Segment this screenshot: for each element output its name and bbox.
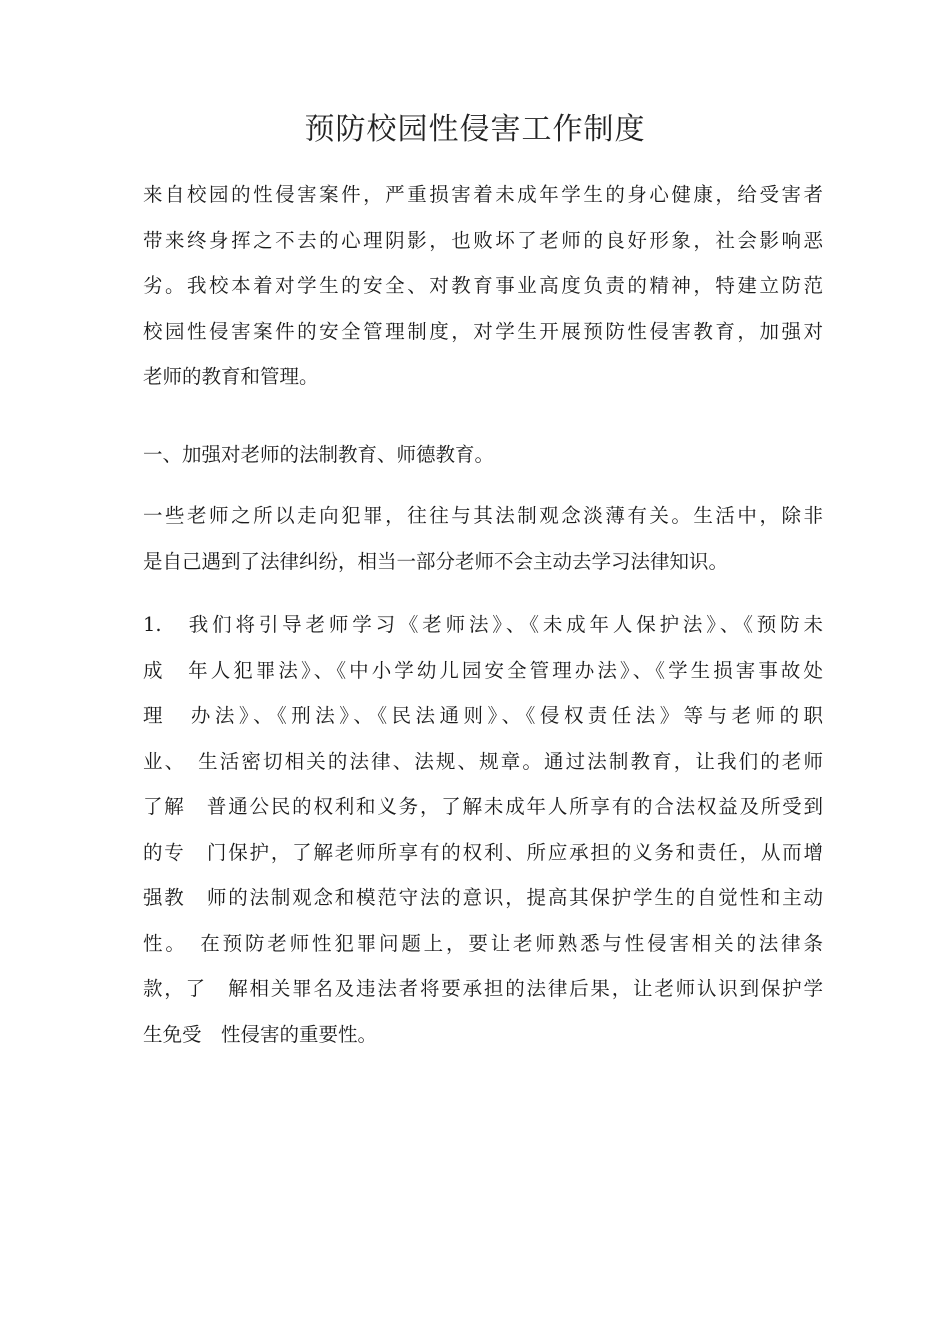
document-title: 预防校园性侵害工作制度 [304,112,646,147]
paragraph-item-1 [143,602,823,1057]
paragraph-intro [143,172,823,400]
text-line: 校园性侵害案件的安全管理制度，对学生开展预防性侵害教育，加强对 [143,319,823,343]
text-line: 理 办法》、《刑法》、《民法通则》、《侵权责任法》等与老师的职 [143,704,823,727]
text-line: 来自校园的性侵害案件，严重损害着未成年学生的身心健康，给受害者 [143,183,823,206]
text-line: 1. 我们将引导老师学习《老师法》、《未成年人保护法》、《预防未 [143,613,823,636]
text-line: 老师的教育和管理。 [143,365,319,388]
text-line: 是自己遇到了法律纠纷，相当一部分老师不会主动去学习法律知识。 [143,549,729,573]
text-line: 成 年人犯罪法》、《中小学幼儿园安全管理办法》、《学生损害事故处 [143,658,823,682]
text-line: 业、 生活密切相关的法律、法规、规章。通过法制教育，让我们的老师 [143,749,823,773]
text-line: 劣。我校本着对学生的安全、对教育事业高度负责的精神，特建立防范 [143,274,823,297]
text-line: 的专 门保护，了解老师所享有的权利、所应承担的义务和责任，从而增 [143,840,823,864]
text-line: 带来终身挥之不去的心理阴影，也败坏了老师的良好形象，社会影响恶 [143,228,823,252]
text-line: 一些老师之所以走向犯罪，往往与其法制观念淡薄有关。生活中，除非 [143,504,823,527]
text-line: 强教 师的法制观念和模范守法的意识，提高其保护学生的自觉性和主动 [143,886,823,909]
text-line: 款，了 解相关罪名及违法者将要承担的法律后果，让老师认识到保护学 [143,977,823,1000]
paragraph-section-1-intro [143,493,823,584]
section-heading-1 [143,432,823,478]
text-line: 了解 普通公民的权利和义务，了解未成年人所享有的合法权益及所受到 [143,795,823,818]
text-line: 一、加强对老师的法制教育、师德教育。 [143,443,495,466]
text-line: 生免受 性侵害的重要性。 [143,1022,378,1046]
text-line: 性。 在预防老师性犯罪问题上，要让老师熟悉与性侵害相关的法律条 [143,931,823,955]
